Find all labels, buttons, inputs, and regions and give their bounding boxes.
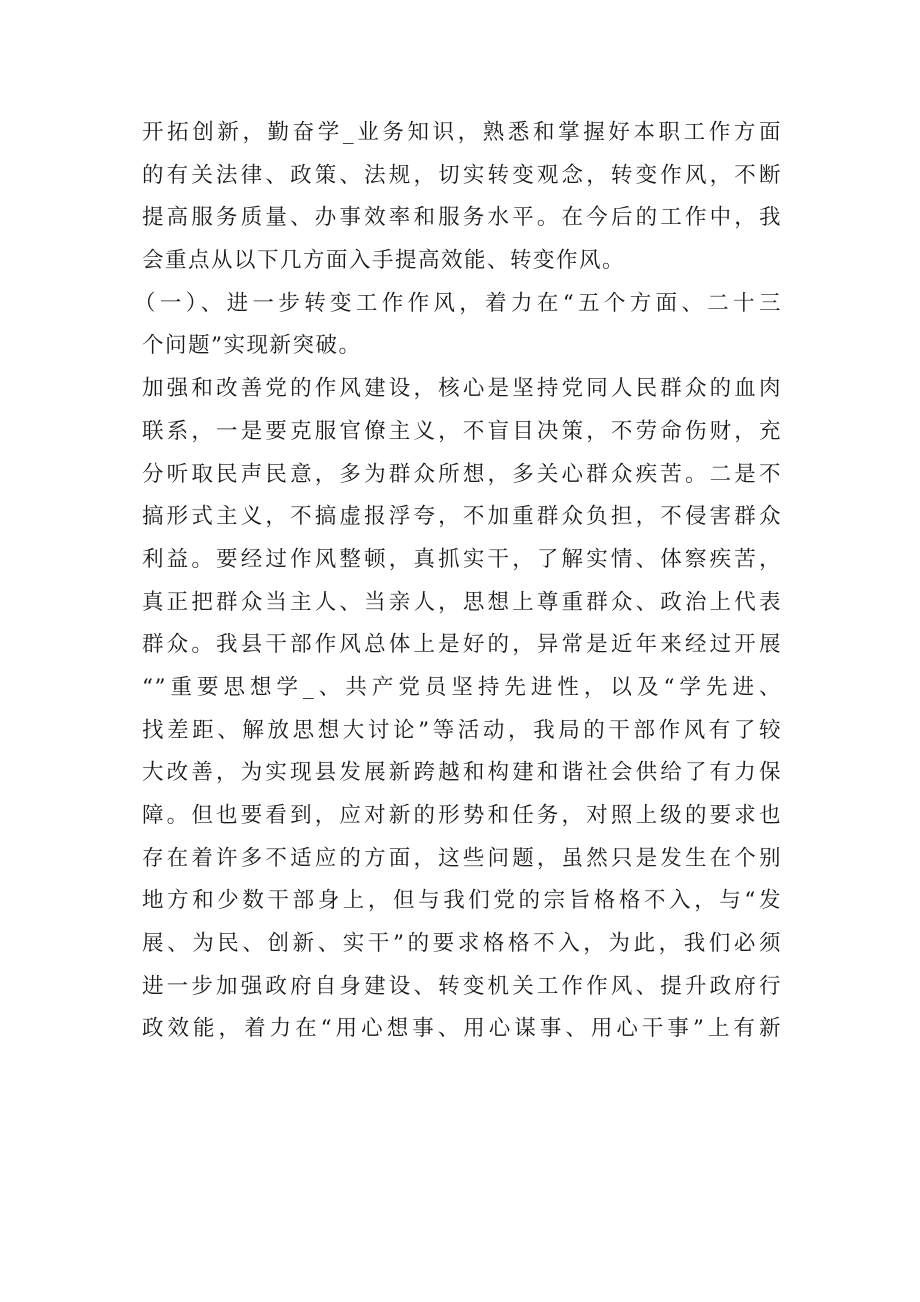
text-line: 开拓创新，勤奋学_业务知识，熟悉和掌握好本职工作方面 — [142, 120, 782, 145]
text-line: 真正把群众当主人、当亲人，思想上尊重群众、政治上代表 — [142, 589, 782, 615]
section-heading-line: （一）、进一步转变工作作风，着力在“五个方面、二十三 — [134, 290, 782, 316]
text-line: 会重点从以下几方面入手提高效能、转变作风。 — [142, 248, 626, 274]
text-line: 进一步加强政府自身建设、转变机关工作作风、提升政府行 — [142, 973, 782, 999]
text-line: 分听取民声民意，多为群众所想，多关心群众疾苦。二是不 — [142, 461, 782, 487]
text-line: “”重要思想学_、共产党员坚持先进性，以及“学先进、 — [142, 674, 782, 700]
text-line: 利益。要经过作风整顿，真抓实干，了解实情、体察疾苦， — [142, 546, 782, 572]
text-line: 联系，一是要克服官僚主义，不盲目决策，不劳命伤财，充 — [142, 418, 782, 444]
text-line: 加强和改善党的作风建设，核心是坚持党同人民群众的血肉 — [142, 376, 782, 402]
text-line: 群众。我县干部作风总体上是好的，异常是近年来经过开展 — [142, 632, 782, 658]
text-line: 障。但也要看到，应对新的形势和任务，对照上级的要求也 — [142, 803, 782, 828]
document-body — [134, 112, 782, 1051]
text-line: 找差距、解放思想大讨论”等活动，我局的干部作风有了较 — [142, 717, 782, 743]
text-line: 存在着许多不适应的方面，这些问题，虽然只是发生在个别 — [142, 845, 782, 871]
text-line: 的有关法律、政策、法规，切实转变观念，转变作风，不断 — [142, 162, 782, 188]
text-line: 提高服务质量、办事效率和服务水平。在今后的工作中，我 — [142, 205, 782, 231]
text-line: 搞形式主义，不搞虚报浮夸，不加重群众负担，不侵害群众 — [142, 504, 782, 530]
text-line: 政效能，着力在“用心想事、用心谋事、用心干事”上有新 — [142, 1016, 782, 1042]
text-line: 展、为民、创新、实干”的要求格格不入，为此，我们必须 — [142, 931, 782, 957]
text-line: 地方和少数干部身上，但与我们党的宗旨格格不入，与“发 — [142, 888, 782, 914]
text-line: 大改善，为实现县发展新跨越和构建和谐社会供给了有力保 — [142, 760, 782, 786]
section-heading-line: 个问题”实现新突破。 — [142, 333, 362, 359]
